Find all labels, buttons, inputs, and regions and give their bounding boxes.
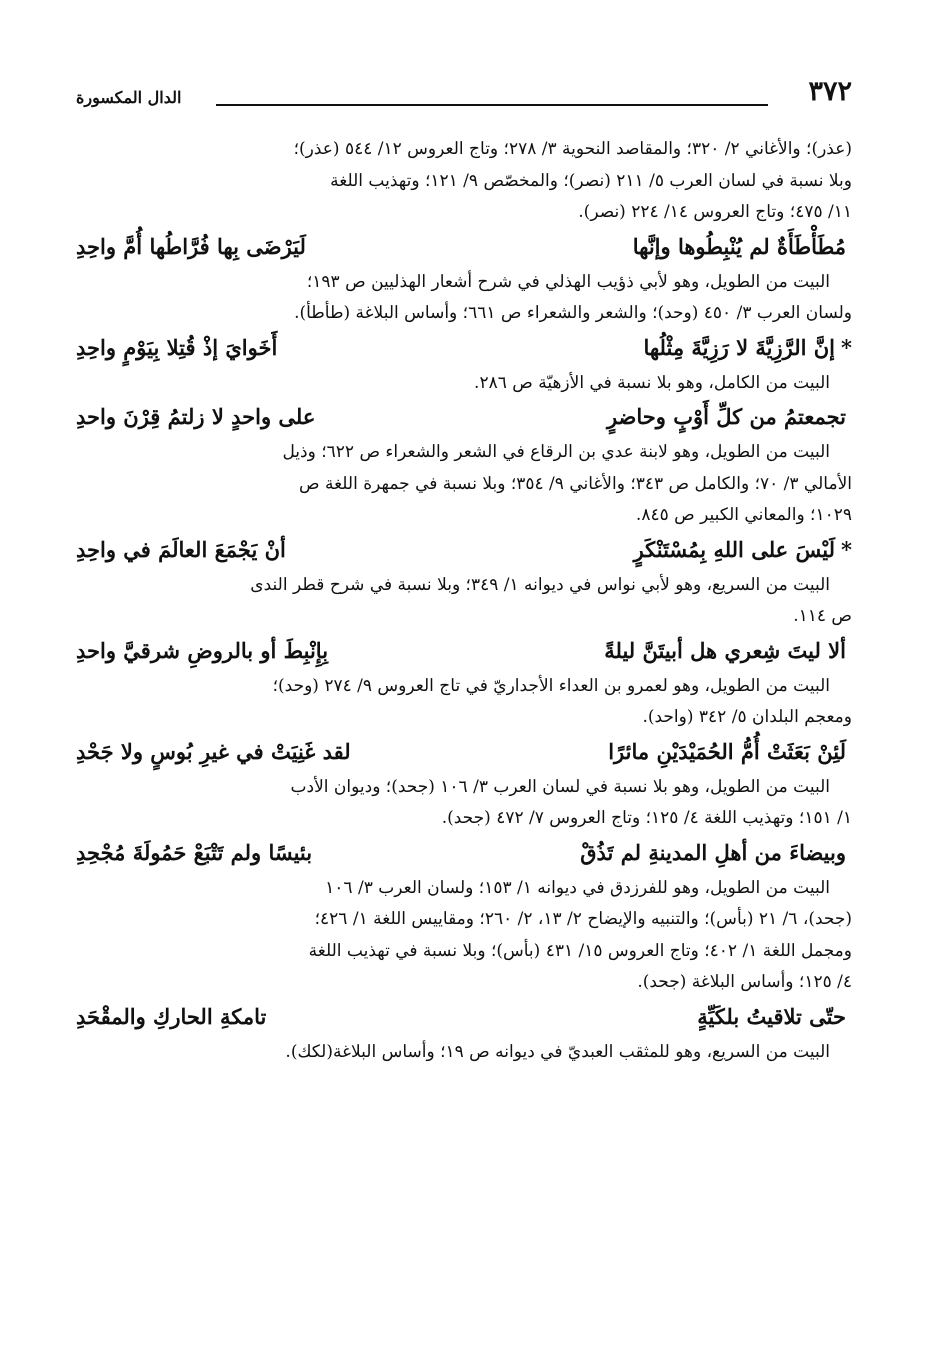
note-line: ١/ ١٥١؛ وتهذيب اللغة ٤/ ١٢٥؛ وتاج العروس ٧/ ٤٧٢ (جحد). (441, 808, 852, 828)
hemistich-first: وبيضاءَ من أهلِ المدينةِ لم تَذُقْ (580, 839, 846, 865)
verse-line (76, 229, 852, 265)
verse-line (76, 999, 852, 1035)
hemistich-first: *لَيْسَ على اللهِ بِمُسْتَنْكَرٍ (633, 536, 852, 562)
note-line: ومجمل اللغة ١/ ٤٠٢؛ وتاج العروس ١٥/ ٤٣١ (بأس)؛ وبلا نسبة في تهذيب اللغة (308, 940, 852, 961)
verse-line (76, 399, 852, 435)
hemistich-first: مُطَأْطَأَةٌ لم يُنْبِطُوها وإنَّها (632, 233, 846, 259)
hemistich-second: تامكةِ الحاركِ والمقْحَدِ (76, 1003, 267, 1029)
entry-5 (76, 633, 852, 734)
text-line: وبلا نسبة في لسان العرب ٥/ ٢١١ (نصر)؛ والمخصّص ٩/ ١٢١؛ وتهذيب اللغة (330, 170, 852, 191)
verse-line (76, 633, 852, 669)
hemistich-second: أَخَوايَ إذْ قُتِلا بِيَوْمٍ واحِدِ (76, 334, 278, 360)
hemistich-second: أنْ يَجْمَعَ العالَمَ في واحِدِ (76, 536, 286, 562)
note-line: البيت من الطويل، وهو للفرزدق في ديوانه ١/ ١٥٣؛ ولسان العرب ٣/ ١٠٦ (325, 877, 830, 898)
hemistich-first: حتّى تلاقيتُ بلكَيِّةٍ (697, 1003, 846, 1029)
page-header (76, 76, 852, 112)
note-line: البيت من السريع، وهو للمثقب العبديّ في ديوانه ص ١٩؛ وأساس البلاغة(لكك). (285, 1041, 830, 1062)
hemistich-second: على واحدٍ لا زلتمُ قِرْنَ واحدِ (76, 404, 316, 429)
entry-1 (76, 229, 852, 330)
note-line: البيت من الكامل، وهو بلا نسبة في الأزهيّة ص ٢٨٦. (474, 372, 830, 393)
entry-6 (76, 734, 852, 835)
entry-4 (76, 532, 852, 633)
text-line: (عذر)؛ والأغاني ٢/ ٣٢٠؛ والمقاصد النحوية ٣/ ٢٧٨؛ وتاج العروس ١٢/ ٥٤٤ (عذر)؛ (293, 139, 852, 159)
verse-line (76, 330, 852, 366)
verse-line (76, 532, 852, 568)
entry-8 (76, 999, 852, 1069)
hemistich-second: بئيسًا ولم تَتْبَعْ حَمُولَةَ مُجْحِدِ (76, 839, 313, 865)
hemistich-second: لقد غَنِيَتْ في غيرِ بُوسٍ ولا جَحْدِ (76, 738, 351, 764)
star-mark: * (841, 334, 852, 360)
hemistich-second: لَيَرْضَى بِها فُرَّاطُها أُمَّ واحِدِ (76, 233, 306, 259)
hemistich-first: تجمعتمُ من كلِّ أَوْبٍ وحاضرٍ (606, 404, 846, 429)
note-line: البيت من الطويل، وهو لأبي ذؤيب الهذلي في شرح أشعار الهذليين ص ١٩٣؛ (306, 271, 830, 292)
hemistich-first: *إنَّ الرَّزِيَّةَ لا رَزِيَّةَ مِثْلُها (643, 334, 852, 360)
note-line: ص ١١٤. (793, 606, 852, 626)
note-line: البيت من السريع، وهو لأبي نواس في ديوانه ١/ ٣٤٩؛ وبلا نسبة في شرح قطر الندى (250, 574, 830, 595)
hemistich-first: لَئِنْ بَعَثَتْ أُمُّ الحُمَيْدَيْنِ مائرًا (608, 738, 846, 764)
note-line: ١٠٢٩؛ والمعاني الكبير ص ٨٤٥. (635, 505, 852, 525)
hemistich-first: ألا ليتَ شِعري هل أبيتَنَّ ليلةً (604, 637, 846, 663)
intro-paragraph (76, 134, 852, 229)
note-line: (جحد)، ٦/ ٢١ (بأس)؛ والتنبيه والإيضاح ٢/ ١٣، ٢/ ٢٦٠؛ ومقاييس اللغة ١/ ٤٢٦؛ (314, 909, 852, 929)
note-line: ولسان العرب ٣/ ٤٥٠ (وحد)؛ والشعر والشعراء ص ٦٦١؛ وأساس البلاغة (طأطأ). (294, 303, 852, 323)
page-number: ٣٧٢ (808, 76, 852, 107)
running-title: الدال المكسورة (76, 88, 182, 107)
note-line: ٤/ ١٢٥؛ وأساس البلاغة (جحد). (637, 972, 852, 992)
star-mark: * (841, 536, 852, 562)
entry-7 (76, 835, 852, 999)
header-rule (216, 104, 768, 106)
page-content (76, 134, 852, 1068)
verse-line (76, 734, 852, 770)
note-line: البيت من الطويل، وهو لعمرو بن العداء الأجداريّ في تاج العروس ٩/ ٢٧٤ (وحد)؛ (272, 675, 830, 696)
note-line: البيت من الطويل، وهو بلا نسبة في لسان العرب ٣/ ١٠٦ (جحد)؛ وديوان الأدب (290, 776, 830, 797)
entry-3 (76, 399, 852, 532)
entry-2 (76, 330, 852, 400)
note-line: الأمالي ٣/ ٧٠؛ والكامل ص ٣٤٣؛ والأغاني ٩/ ٣٥٤؛ وبلا نسبة في جمهرة اللغة ص (299, 473, 852, 494)
note-line: البيت من الطويل، وهو لابنة عدي بن الرقاع في الشعر والشعراء ص ٦٢٢؛ وذيل (282, 442, 830, 462)
verse-line (76, 835, 852, 871)
note-line: ومعجم البلدان ٥/ ٣٤٢ (واحد). (642, 707, 852, 727)
hemistich-second: بِإِنْبِطَ أو بالروضِ شرقيَّ واحدِ (76, 637, 329, 663)
text-line: ١١/ ٤٧٥؛ وتاج العروس ١٤/ ٢٢٤ (نصر). (578, 202, 852, 222)
